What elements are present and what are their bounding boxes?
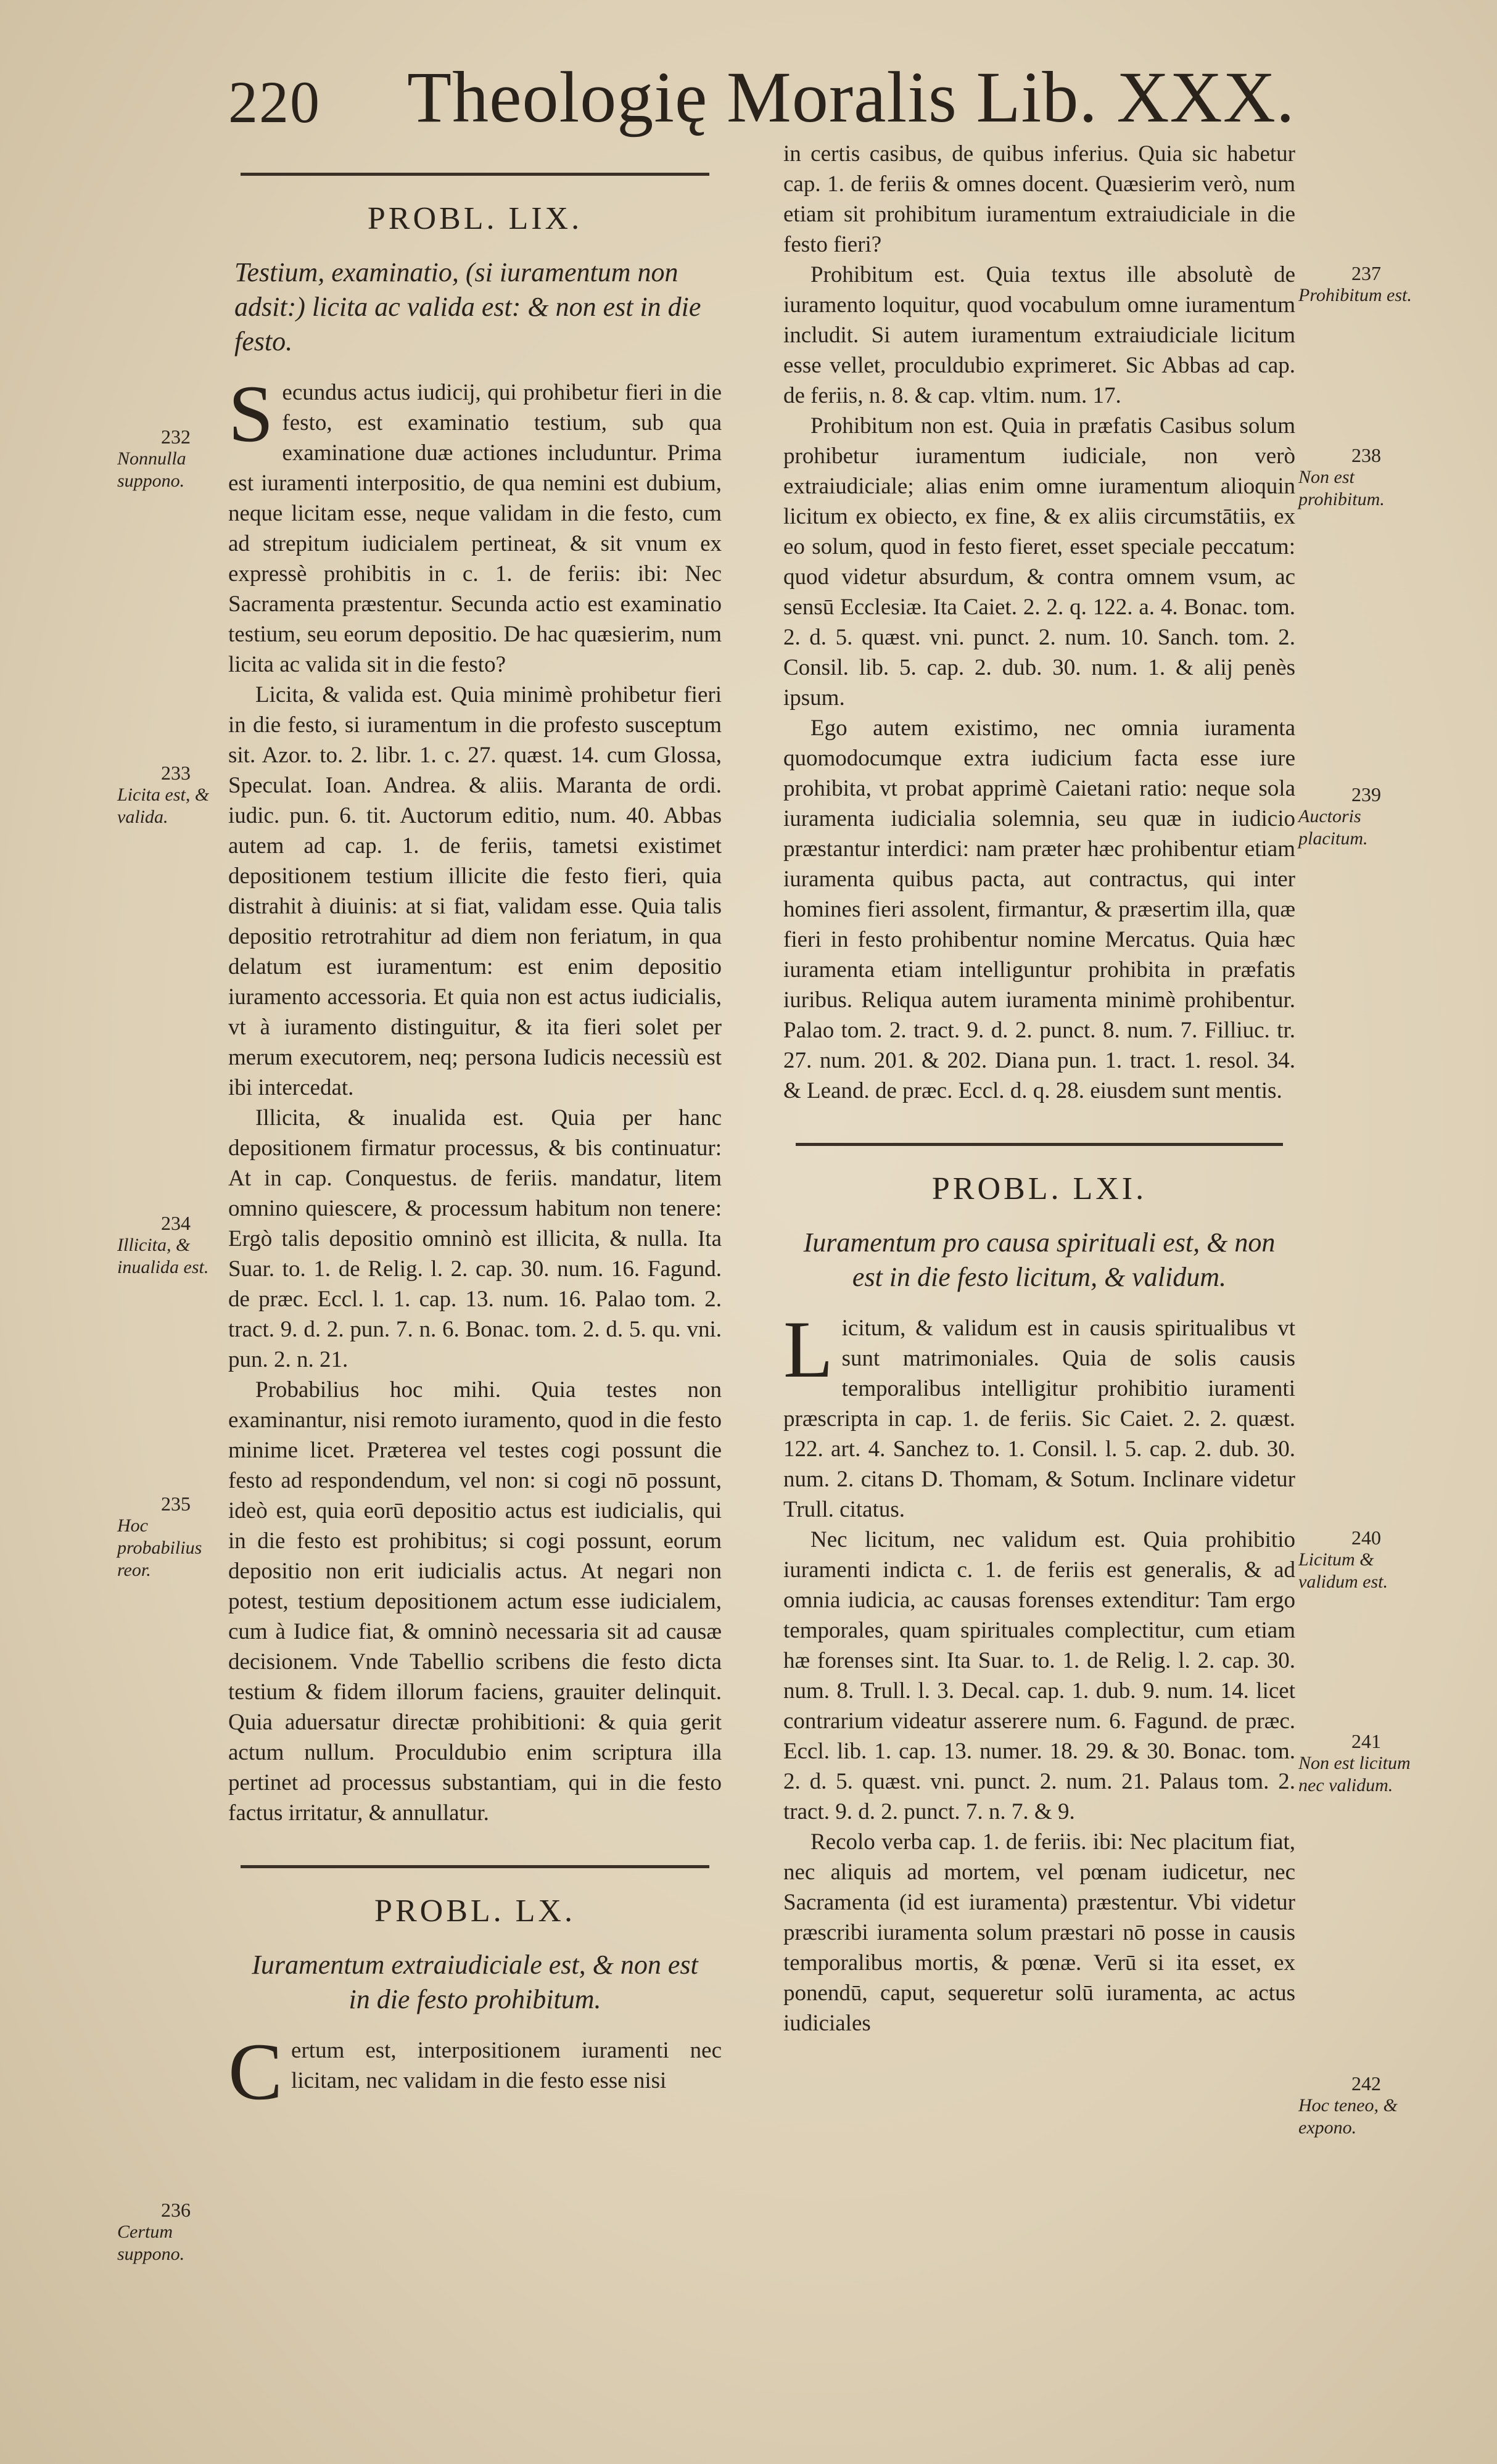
paragraph-238: Prohibitum non est. Quia in præfatis Casibus solum prohibetur iuramentum iudiciale, non verò extraiudiciale; alias enim omne iuramentum alioquin licitum ex obiecto, ex fine, & ex aliis circumstātiis, ex eo solum, quod in festo fieret, esset speciale peccatum: quod videtur absurdum, & contra omnem vsum, ac sensū Ecclesiæ. Ita Caiet. 2. 2. q. 122. a. 4. Bonac. tom. 2. d. 5. quæst. vni. punct. 2. num. 10. Sanch. tom. 2. Consil. lib. 5. cap. 2. dub. 30. num. 1. & alij penès ipsum. <box>783 413 1295 711</box>
margin-note-239 <box>1298 783 1434 850</box>
margin-note-text: Licita est, & valida. <box>117 785 210 827</box>
paragraph-235: Probabilius hoc mihi. Quia testes non examinantur, nisi remoto iuramento, quod in die festo minime licet. Præterea vel testes cogi possunt die festo ad respondendum, vel non: si cogi nō possunt, ideò est, quia eorū depositio actus est iudicialis, qui in die festo est prohibitus; si cogi possunt, eorum depositio non erit iudicialis actus. At negari non potest, testium depositionem actum esse iudicialem, cum à Iudice fiat, & omninò necessaria sit ad causæ decisionem. Vnde Tabellio scribens die festo dicta testium & fidem illorum faciens, grauiter delinquit. Quia aduersatur directæ prohibitioni: & quia gerit actum nullum. Proculdubio enim scriptura illa pertinet ad processus substantiam, qui in die festo factus irritatur, & annullatur. <box>228 1377 722 1826</box>
margin-note-number: 234 <box>161 1212 191 1234</box>
running-title: Theologię Moralis Lib. XXX. <box>407 57 1295 138</box>
problem-61-summary: Iuramentum pro causa spirituali est, & non est in die festo licitum, & validum. <box>803 1227 1276 1292</box>
margin-note-238 <box>1298 444 1434 511</box>
margin-note-text: Auctoris placitum. <box>1298 806 1368 849</box>
problem-59-summary: Testium, examinatio, (si iuramentum non adsit:) licita ac valida est: & non est in die festo. <box>234 257 701 356</box>
paragraph-text: ecundus actus iudicij, qui prohibetur fieri in die festo, est examinatio testium, sub qua examinatione duæ actiones includuntur. Prima est iuramenti interpositio, de qua nemini est dubium, neque licitam esse, neque validam in die festo, cum ad strepitum iudicialem pertineat, & sit vnum ex expressè prohibitis in c. 1. de feriis: ibi: Nec Sacramenta præstentur. Secunda actio est examinatio testium, seu eorum depositio. De hac quæsierim, num licita ac valida sit in die festo? <box>228 380 722 677</box>
paragraph-continuation: in certis casibus, de quibus inferius. Quia sic habetur cap. 1. de feriis & omnes docent. Quæsierim verò, num etiam sit prohibitum iuramentum extraiudiciale in die festo fieri? <box>783 141 1295 257</box>
margin-note-text: Non est prohibitum. <box>1298 467 1385 509</box>
section-divider <box>241 1865 709 1868</box>
margin-note-text: Hoc probabilius reor. <box>117 1515 202 1580</box>
margin-note-text: Certum suppono. <box>117 2222 185 2264</box>
margin-note-number: 241 <box>1351 1730 1381 1752</box>
margin-note-number: 239 <box>1351 783 1381 806</box>
section-divider <box>241 173 709 176</box>
paragraph-236 <box>228 2026 722 2117</box>
paragraph-241: Nec licitum, nec validum est. Quia prohibitio iuramenti indicta c. 1. de feriis est generalis, & ad omnia iudicia, ac causas forenses extenditur: Tam ergo temporales, quam spirituales complectitur, cum etiam hæ forenses sint. Ita Suar. to. 1. de Relig. l. 2. cap. 30. num. 8. Trull. l. 3. Decal. cap. 1. dub. 9. num. 14. licet contrarium videatur asserere num. 6. Fagund. de præc. Eccl. lib. 1. cap. 13. numer. 18. 29. & 30. Bonac. tom. 2. d. 5. quæst. vni. punct. 2. num. 21. Palaus tom. 2. tract. 9. d. 2. punct. 7. n. 7. & 9. <box>783 1527 1295 1824</box>
margin-note-text: Nonnulla suppono. <box>117 448 186 491</box>
margin-note-number: 240 <box>1351 1527 1381 1549</box>
margin-note-240 <box>1298 1527 1434 1593</box>
drop-cap: S <box>228 368 274 459</box>
margin-note-235 <box>117 1493 234 1581</box>
margin-note-text: Licitum & validum est. <box>1298 1549 1388 1592</box>
left-column <box>228 139 722 2117</box>
margin-note-number: 238 <box>1351 444 1381 466</box>
margin-note-242 <box>1298 2072 1434 2139</box>
margin-note-number: 237 <box>1351 262 1381 284</box>
problem-60-heading: PROBL. LX. <box>374 1893 575 1929</box>
margin-note-234 <box>117 1212 234 1279</box>
drop-cap: L <box>783 1304 833 1395</box>
paragraph-242: Recolo verba cap. 1. de feriis. ibi: Nec placitum fiat, nec aliquis ad mortem, vel pœnam iudicetur, nec Sacramenta (id est iuramenta) præstentur. Vbi videtur præscribi iuramenta solum præstari nō posse in causis temporalibus mortis, & pœnæ. Verū si ita esset, ex ponendū, caput, sequeretur solū iuramenta, ac actus iudiciales <box>783 1829 1295 2036</box>
paragraph-237: Prohibitum est. Quia textus ille absolutè de iuramento loquitur, quod vocabulum omne iuramentum includit. Si autem iuramentum extraiudiciale licitum esse vellet, proculdubio exprimeret. Sic Abbas ad cap. de feriis, n. 8. & cap. vltim. num. 17. <box>783 262 1295 408</box>
paragraph-239: Ego autem existimo, nec omnia iuramenta quomodocumque extra iudicium facta esse iure prohibita, vt probat apprimè Caietani ratio: neque sola iuramenta iudicialia solemnia, seu quæ in iudicio præstantur interdici: nam præter hæc prohibentur etiam iuramenta quibus pacta, aut contractus, qui inter homines fieri assolent, firmantur, & præsertim illa, quæ fieri in festo prohibentur nomine Mercatus. Quia hæc iuramenta etiam intelliguntur prohibita in præfatis iuribus. Reliqua autem iuramenta minimè prohibentur. Palao tom. 2. tract. 9. d. 2. punct. 8. num. 7. Filliuc. tr. 27. num. 201. & 202. Diana pun. 1. tract. 1. resol. 34. & Leand. de præc. Eccl. d. q. 28. eiusdem sunt mentis. <box>783 715 1295 1103</box>
paragraph-233: Licita, & valida est. Quia minimè prohibetur fieri in die festo, si iuramentum in die profesto susceptum sit. Azor. to. 2. libr. 1. c. 27. quæst. 14. cum Glossa, Speculat. Ioan. Andrea. & aliis. Maranta de ordi. iudic. pun. 6. tit. Auctorum editio, num. 40. Abbas autem ad cap. 1. de feriis, tametsi existimet depositionem testium illicite die festo fieri, quia distrahit à diuinis: at si fiat, validam esse. Quia talis depositio retrotrahitur ad diem non feriatum, in qua delatum est iuramentum: est enim depositio iuramento accessoria. Et quia non est actus iudicialis, vt à iuramento distinguitur, & ita fieri solet per merum executorem, neq; persona Iudicis necessiù est ibi intercedat. <box>228 682 722 1100</box>
margin-note-number: 233 <box>161 762 191 784</box>
section-divider <box>796 1143 1283 1146</box>
margin-note-number: 235 <box>161 1493 191 1515</box>
paragraph-240 <box>783 1304 1295 1525</box>
margin-note-number: 232 <box>161 426 191 448</box>
margin-note-number: 242 <box>1351 2072 1381 2095</box>
margin-note-237 <box>1298 262 1434 307</box>
margin-note-233 <box>117 762 234 828</box>
page-number: 220 <box>228 69 321 135</box>
margin-note-text: Illicita, & inualida est. <box>117 1235 209 1277</box>
problem-59-heading: PROBL. LIX. <box>367 201 583 236</box>
right-column <box>783 139 1295 2038</box>
paragraph-234: Illicita, & inualida est. Quia per hanc depositionem firmatur processus, & bis continuatur: At in cap. Conquestus. de feriis. mandatur, litem omnino quiescere, & processum habitum non tenere: Ergò talis depositio omninò est illicita, & nulla. Ita Suar. to. 1. de Relig. l. 2. cap. 30. num. 16. Fagund. de præc. Eccl. l. 1. cap. 13. num. 16. Palao tom. 2. tract. 9. d. 2. pun. 7. n. 6. Bonac. tom. 2. d. 5. qu. vni. pun. 2. n. 21. <box>228 1105 722 1372</box>
problem-60-summary: Iuramentum extraiudiciale est, & non est in die festo prohibitum. <box>252 1950 698 2014</box>
paragraph-text: icitum, & validum est in causis spiritualibus vt sunt matrimoniales. Quia de solis causis temporalibus intelligitur prohibitio iuramenti præscripta in cap. 1. de feriis. Sic Caiet. 2. 2. quæst. 122. art. 4. Sanchez to. 1. Consil. l. 5. cap. 2. dub. 30. num. 2. citans D. Thomam, & Sotum. Inclinare videtur Trull. citatus. <box>783 1316 1295 1522</box>
margin-note-text: Non est licitum nec validum. <box>1298 1753 1411 1795</box>
margin-note-236 <box>117 2199 234 2265</box>
margin-note-text: Hoc teneo, & expono. <box>1298 2095 1398 2138</box>
paragraph-232 <box>228 368 722 680</box>
page-header <box>228 43 1295 138</box>
margin-note-text: Prohibitum est. <box>1298 285 1412 305</box>
margin-note-232 <box>117 426 234 492</box>
margin-note-number: 236 <box>161 2199 191 2221</box>
drop-cap: C <box>228 2026 283 2117</box>
margin-note-241 <box>1298 1730 1434 1797</box>
paragraph-text: ertum est, interpositionem iuramenti nec licitam, nec validam in die festo esse nisi <box>291 2038 722 2093</box>
problem-61-heading: PROBL. LXI. <box>931 1171 1147 1206</box>
